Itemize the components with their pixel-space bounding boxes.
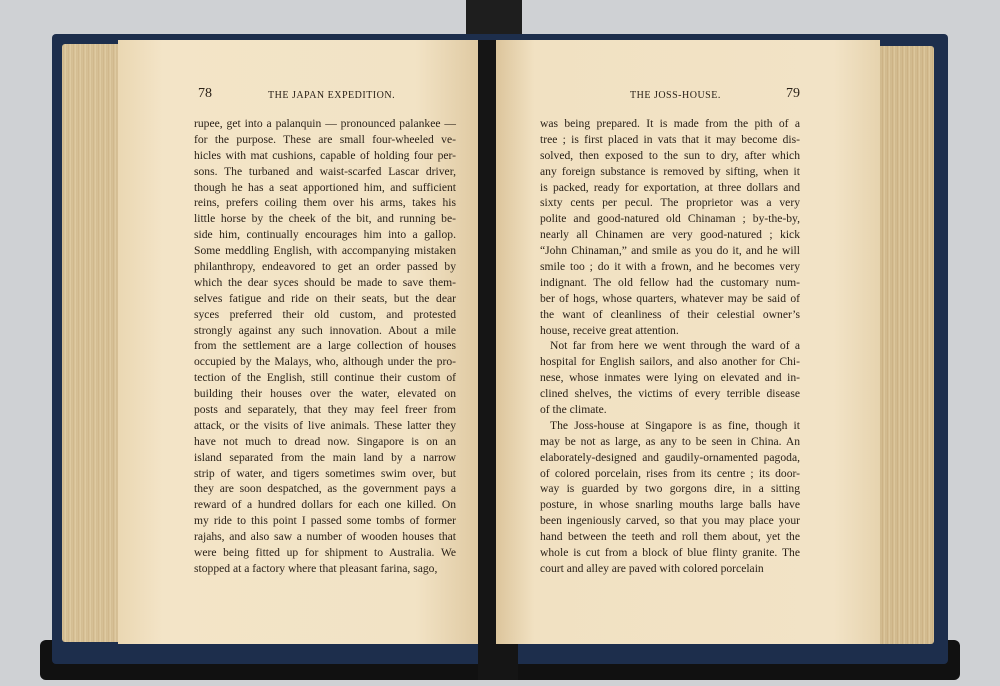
left-page bbox=[118, 40, 490, 644]
text-line: Not far from here we went through the ward of a bbox=[550, 339, 800, 353]
text-line: way is guarded by two gorgons dire, in a sitting bbox=[540, 482, 800, 496]
text-line: little horse by the cheek of the bit, and running be- bbox=[194, 212, 456, 226]
text-line: selves fatigue and ride on their seats, but the dear bbox=[194, 291, 456, 305]
text-line: clined shelves, the victims of every terrible disease bbox=[540, 387, 800, 401]
right-page-body bbox=[540, 116, 800, 577]
text-line: tree ; is first placed in vats that it may become dis- bbox=[540, 132, 800, 146]
text-line: though he has a seat apportioned him, and sufficient bbox=[194, 180, 456, 194]
text-line: may be not as large, as any to be seen in China. An bbox=[540, 434, 800, 448]
text-line: reins, prefers coiling them over his arms, takes his bbox=[194, 196, 456, 210]
text-line: occupied by the Malays, who, although under the pro- bbox=[194, 355, 456, 369]
text-line: island separated from the main land by a narrow bbox=[194, 450, 456, 464]
text-line: of colored porcelain, rises from its centre ; its door- bbox=[540, 466, 800, 480]
text-line: rajahs, and also saw a number of wooden houses that bbox=[194, 530, 456, 544]
text-line: elaborately-designed and gaudily-ornamented pagoda, bbox=[540, 450, 800, 464]
right-page bbox=[496, 40, 880, 644]
text-line: for the purpose. These are small four-wheeled ve- bbox=[194, 132, 456, 146]
text-line: hand between the teeth and roll them about, yet the bbox=[540, 530, 800, 544]
text-line: been ingeniously carved, so that you may place your bbox=[540, 514, 800, 528]
text-line: of the climate. bbox=[540, 403, 607, 417]
text-line: indignant. The old fellow had the customary num- bbox=[540, 275, 800, 289]
text-line: ber of hogs, whose quarters, whatever may be said of bbox=[540, 291, 800, 305]
text-line: posts and separately, that they may feel freer from bbox=[194, 403, 456, 417]
text-line: sixty cents per pecul. The proprietor was a very bbox=[540, 196, 800, 210]
text-line: The Joss-house at Singapore is as fine, though it bbox=[550, 418, 800, 432]
text-line: strip of water, and tigers sometimes swim over, but bbox=[194, 466, 456, 480]
text-line: reward of a hundred dollars for each one killed. On bbox=[194, 498, 456, 512]
text-line: syces preferred their old custom, and protested bbox=[194, 307, 456, 321]
text-line: is packed, ready for exportation, at three dollars and bbox=[540, 180, 800, 194]
text-line: tection of the English, still continue their custom of bbox=[194, 371, 456, 385]
right-running-head: THE JOSS-HOUSE. bbox=[630, 90, 721, 101]
text-line: posture, in whose snarling mouths large balls have bbox=[540, 498, 800, 512]
right-page-number: 79 bbox=[786, 86, 800, 101]
text-line: hicles with mat cushions, capable of holding four per- bbox=[194, 148, 456, 162]
text-line: sons. The turbaned and waist-scarfed Lascar driver, bbox=[194, 164, 456, 178]
text-line: house, receive great attention. bbox=[540, 323, 679, 337]
right-page-edges bbox=[876, 46, 934, 644]
text-line: rupee, get into a palanquin — pronounced palankee — bbox=[194, 117, 456, 130]
text-line: stopped at a factory where that pleasant farina, sago, bbox=[194, 561, 438, 575]
text-line: strongly against any such innovation. About a mile bbox=[194, 323, 456, 337]
text-line: philanthropy, endeavored to get an order passed by bbox=[194, 260, 456, 274]
text-line: nese, whose inmates were lying on elevated and in- bbox=[540, 371, 800, 385]
text-line: polite and good-natured old Chinaman ; by-the-by, bbox=[540, 212, 800, 226]
text-line: was being prepared. It is made from the pith of a bbox=[540, 117, 800, 130]
text-line: whole is cut from a block of blue flinty granite. The bbox=[540, 546, 800, 560]
text-line: attack, or the visits of live animals. These latter they bbox=[194, 418, 456, 432]
text-line: “John Chinaman,” and smile as you do it, and he will bbox=[540, 244, 800, 258]
left-page-header bbox=[118, 86, 490, 110]
left-page-edges bbox=[62, 44, 124, 642]
text-line: court and alley are paved with colored porcelain bbox=[540, 561, 764, 575]
text-line: solved, then exposed to the sun to dry, after which bbox=[540, 148, 800, 162]
text-line: nearly all Chinamen are very good-natured ; kick bbox=[540, 228, 800, 242]
text-line: side him, continually encourages him into a gallop. bbox=[194, 228, 456, 242]
text-line: have not much to dread now. Singapore is on an bbox=[194, 434, 456, 448]
text-line: any foreign substance is removed by sifting, when it bbox=[540, 164, 800, 178]
left-page-body bbox=[194, 116, 456, 577]
text-line: the want of cleanliness of their celestial owner’s bbox=[540, 307, 800, 321]
text-line: my ride to this point I passed some tombs of former bbox=[194, 514, 456, 528]
text-line: building their houses over the water, elevated on bbox=[194, 387, 456, 401]
text-line: smile too ; do it with a frown, and he becomes very bbox=[540, 260, 800, 274]
text-line: they are soon despatched, as the government pays a bbox=[194, 482, 456, 496]
right-page-header bbox=[496, 86, 880, 110]
text-line: hospital for English sailors, and also another for Chi- bbox=[540, 355, 800, 369]
text-line: from the settlement are a large collection of houses bbox=[194, 339, 456, 353]
left-page-number: 78 bbox=[198, 86, 212, 101]
left-running-head: THE JAPAN EXPEDITION. bbox=[268, 90, 396, 101]
text-line: were being fitted up for shipment to Australia. We bbox=[194, 546, 456, 560]
text-line: which the dear syces should be made to save them- bbox=[194, 275, 456, 289]
text-line: Some meddling English, with accompanying mistaken bbox=[194, 244, 456, 258]
